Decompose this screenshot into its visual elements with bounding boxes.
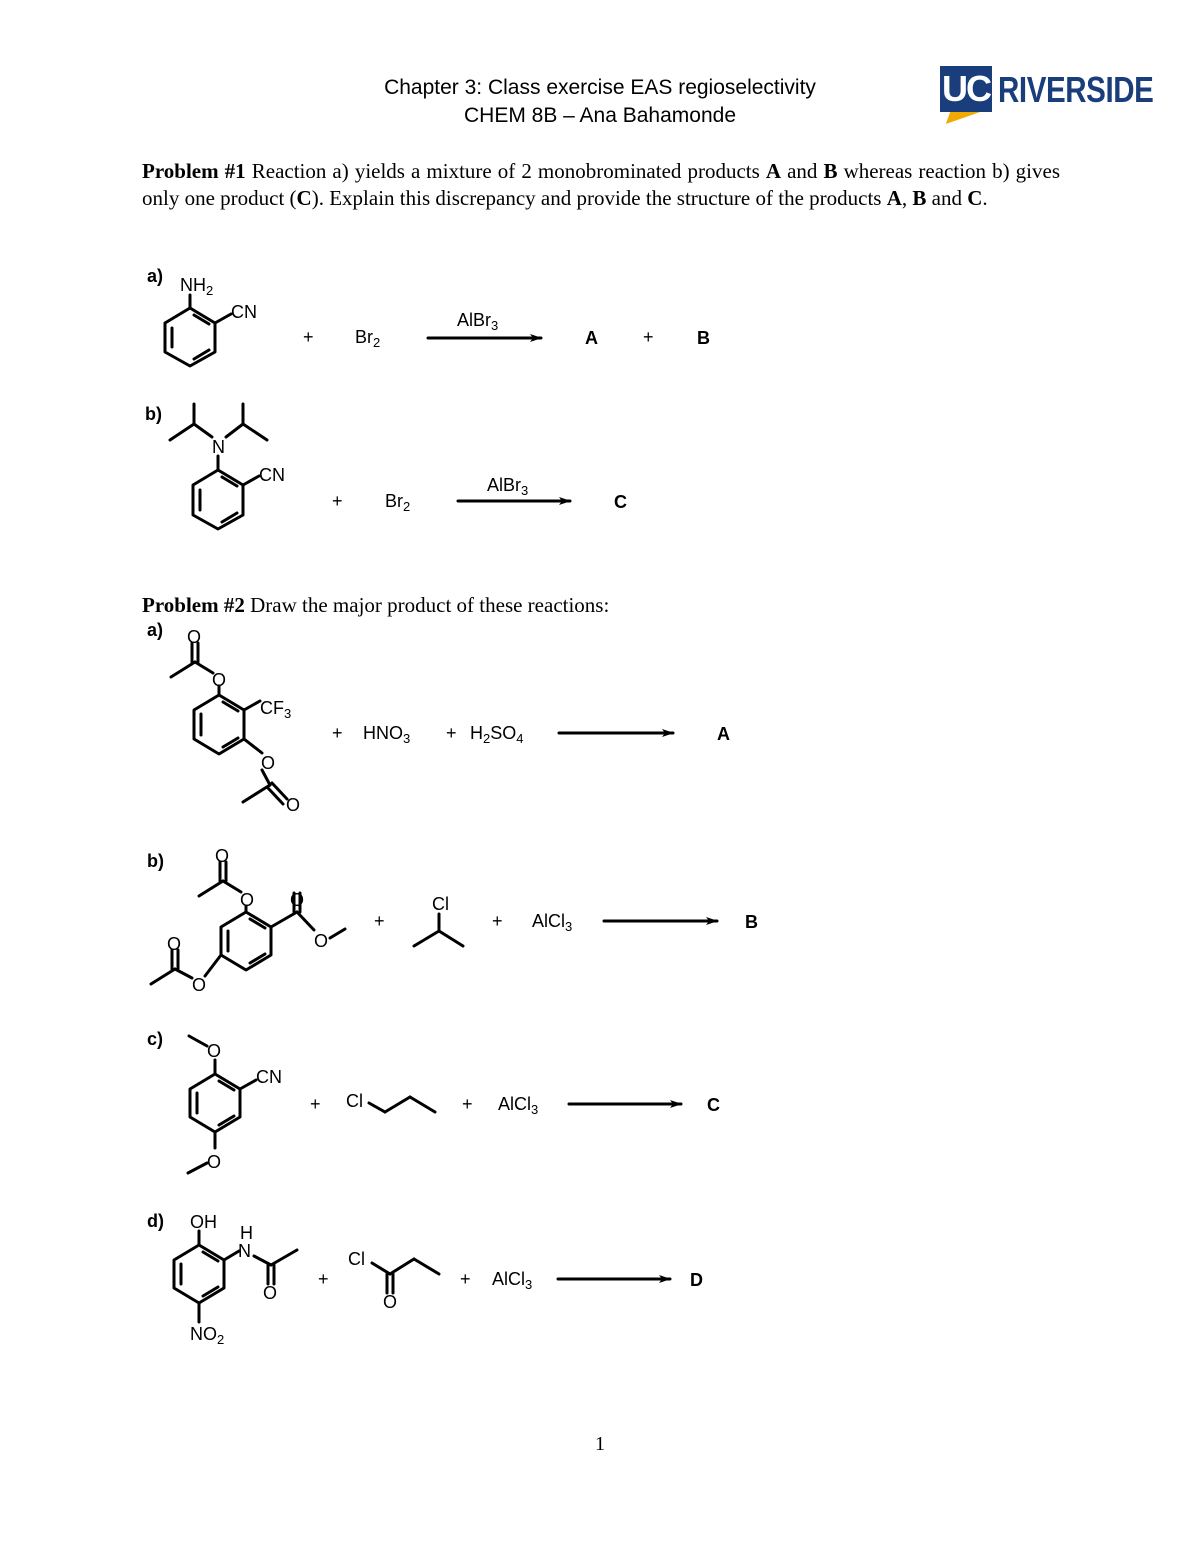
p2a-h2so4: $H_2SO_4$ xyxy=(470,723,524,746)
p1-bold: B xyxy=(912,186,927,210)
p2d-ring-and-groups xyxy=(174,1231,439,1322)
p2b-o-5: O xyxy=(290,890,305,910)
p2b-scheme xyxy=(147,846,758,995)
p2b-o-3: O xyxy=(167,934,182,954)
p2d-scheme xyxy=(147,1211,703,1347)
p2b-o-1: O xyxy=(215,846,230,866)
p2b-plus-1: + xyxy=(374,911,385,931)
p2c-product-c: C xyxy=(707,1095,720,1115)
page-title: Chapter 3: Class exercise EAS regioselectivity xyxy=(384,76,816,99)
p2d-product-d: D xyxy=(690,1270,703,1290)
p1a-product-b: B xyxy=(697,328,710,348)
p2d-label: d) xyxy=(147,1211,164,1231)
p2a-o-ester-1: O xyxy=(212,670,227,690)
p1-text: and xyxy=(926,186,968,210)
p2c-alcl3: AlCl$_3$ xyxy=(498,1094,539,1117)
p2a-plus-2: + xyxy=(446,723,457,743)
p1-text: ). Explain this discrepancy and provide the structure of the products xyxy=(311,186,887,210)
p1-text: , xyxy=(901,186,913,210)
p1b-n: N xyxy=(212,437,225,457)
p2a-product-a: A xyxy=(717,724,730,744)
p1b-plus: + xyxy=(332,491,343,511)
p1b-cn: CN xyxy=(259,465,285,485)
p2d-cl: Cl xyxy=(348,1249,365,1269)
p1a-label: a) xyxy=(147,266,164,286)
p2a-o-carbonyl-1: O xyxy=(187,627,202,647)
p1b-scheme xyxy=(145,404,627,529)
p2b-o-2: O xyxy=(240,890,255,910)
p1a-nh2: $NH_2$ xyxy=(180,275,214,298)
p2b-alcl3: AlCl$_3$ xyxy=(532,911,573,934)
page-number: 1 xyxy=(595,1433,605,1455)
p2c-cl: Cl xyxy=(346,1091,363,1111)
p2b-product-b: B xyxy=(745,912,758,932)
p2-text: Draw the major product of these reactions: xyxy=(244,593,610,617)
p1b-benzene-ring xyxy=(193,470,259,529)
p2a-label: a) xyxy=(147,620,164,640)
p1a-product-a: A xyxy=(585,328,598,348)
p2a-hno3: $HNO_3$ xyxy=(363,723,411,746)
p1a-catalyst: AlBr$_3$ xyxy=(457,310,499,333)
p2b-o-6: O xyxy=(314,931,329,951)
p2d-plus-1: + xyxy=(318,1269,329,1289)
p1b-br2: $Br_2$ xyxy=(385,491,411,514)
p2c-plus-1: + xyxy=(310,1094,321,1114)
p2c-cn: CN xyxy=(256,1067,282,1087)
p1-bold: C xyxy=(967,186,983,210)
p1b-label: b) xyxy=(145,404,162,424)
p1-text: . xyxy=(982,186,988,210)
p2b-o-4: O xyxy=(192,975,207,995)
p2a-cf3: $CF_3$ xyxy=(260,698,292,721)
p1-bold: C xyxy=(296,186,312,210)
p1b-product-c: C xyxy=(614,492,627,512)
p2c-o-1: O xyxy=(207,1041,222,1061)
p2d-oh: OH xyxy=(190,1212,217,1232)
p2b-label: b) xyxy=(147,851,164,871)
p2c-o-2: O xyxy=(207,1152,222,1172)
p1a-benzene-ring xyxy=(165,295,231,366)
p2d-o-acyl: O xyxy=(383,1292,398,1312)
p1a-cn: CN xyxy=(231,302,257,322)
p2a-plus-1: + xyxy=(332,723,343,743)
p2c-label: c) xyxy=(147,1029,164,1049)
p1a-scheme xyxy=(147,266,710,366)
p1-bold: A xyxy=(765,159,782,183)
p2c-scheme xyxy=(147,1029,720,1173)
problem-2-label: Problem #2 xyxy=(142,593,245,617)
p1-text: Reaction a) yields a mixture of 2 monobrominated products xyxy=(245,159,766,183)
p2d-h: H xyxy=(240,1223,253,1243)
p1-bold: B xyxy=(823,159,838,183)
p2d-plus-2: + xyxy=(460,1269,471,1289)
p1a-plus-1: + xyxy=(303,327,314,347)
p2a-ring-and-esters xyxy=(171,643,287,804)
page-subtitle: CHEM 8B – Ana Bahamonde xyxy=(464,104,736,127)
p2c-plus-2: + xyxy=(462,1094,473,1114)
p2d-no2: $NO_2$ xyxy=(190,1324,225,1347)
p2a-o-carbonyl-2: O xyxy=(286,795,301,815)
logo-text: RIVERSIDE xyxy=(998,69,1154,110)
p2b-plus-2: + xyxy=(492,911,503,931)
p2b-ring-and-groups xyxy=(151,862,463,984)
p2a-o-ester-2: O xyxy=(261,753,276,773)
logo-mark: UC xyxy=(940,66,992,112)
p2d-alcl3: AlCl$_3$ xyxy=(492,1269,533,1292)
problem-1-label: Problem #1 xyxy=(142,159,246,183)
p1-bold: A xyxy=(886,186,902,210)
p2d-n: N xyxy=(238,1241,251,1261)
p2b-cl: Cl xyxy=(432,894,449,914)
p1-text: whereas reaction b) gives only one product ( xyxy=(142,159,1060,210)
p1b-catalyst: AlBr$_3$ xyxy=(487,475,529,498)
p1a-plus-2: + xyxy=(643,327,654,347)
p2d-o-amide: O xyxy=(263,1283,278,1303)
p2a-scheme xyxy=(147,620,730,815)
p1-text: and xyxy=(781,159,824,183)
p1a-br2: $Br_2$ xyxy=(355,327,381,350)
